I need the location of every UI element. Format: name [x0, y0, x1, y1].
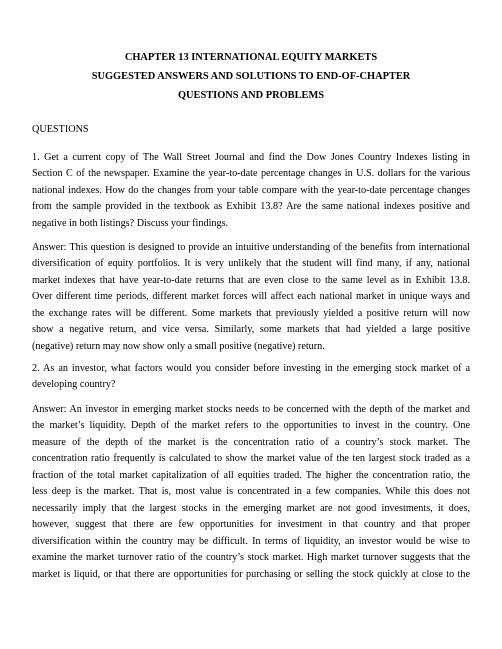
text-line: however, suggest that there are few opportunities for investment in that country and that proper [32, 519, 470, 531]
chapter-subtitle: SUGGESTED ANSWERS AND SOLUTIONS TO END-OF-CHAPTER [91, 71, 411, 82]
text-line: developing country? [32, 379, 116, 391]
text-line: market indexes that have year-to-date returns that are even close to the same level as in Exhibit 13.8. [32, 274, 470, 286]
text-line: negative in both listings? Discuss your findings. [32, 217, 229, 229]
text-line: necessarily imply that the largest stocks in the emerging market are not good investments, it does, [32, 502, 470, 514]
text-line: examine the market turnover ratio of the country’s stock market. High market turnover suggests that the [32, 552, 470, 564]
text-line: the exchange rates will be different. Some markets that previously yielded a positive return will now [32, 307, 470, 319]
text-line: from the sample provided in the textbook as Exhibit 13.8? Are the same national indexes positive and [32, 201, 470, 213]
question-1 [32, 150, 470, 232]
chapter-title: CHAPTER 13 INTERNATIONAL EQUITY MARKETS [124, 52, 378, 63]
answer-2 [32, 402, 470, 583]
text-line: 2. As an investor, what factors would you consider before investing in the emerging stock market of a [32, 363, 470, 374]
text-line: diversification within the country may be difficult. In terms of liquidity, an investor would be wise to [32, 535, 470, 547]
question-2 [32, 361, 470, 394]
text-line: Section C of the newspaper. Examine the year-to-date percentage changes in U.S. dollars for the various [32, 168, 470, 180]
text-line: Answer: This question is designed to provide an intuitive understanding of the benefits from international [32, 242, 470, 253]
text-line: the market’s liquidity. Depth of the market refers to the opportunities to invest in the country. One [32, 420, 470, 432]
section-title-questions: QUESTIONS [32, 124, 89, 135]
text-line: market is liquid, or that there are opportunities for purchasing or selling the stock quickly at close to the [32, 568, 470, 580]
text-line: measure of the depth of the market is the concentration ratio of a country’s stock market. The [32, 436, 470, 448]
text-line: concentration ratio frequently is calculated to show the market value of the ten largest stock traded as a [32, 453, 470, 465]
text-line: national indexes. How do the changes from your table compare with the year-to-date percentage changes [32, 184, 470, 196]
text-line: Answer: An investor in emerging market stocks needs to be concerned with the depth of the market and [32, 404, 470, 415]
text-line: show a negative return, and vice versa. Similarly, some markets that had yielded a large positive [32, 324, 470, 336]
text-line: less deep is the market. That is, most value is concentrated in a few companies. While this does not [32, 486, 470, 498]
text-line: 1. Get a current copy of The Wall Street Journal and find the Dow Jones Country Indexes listing in [32, 152, 470, 163]
text-line: diversification of equity portfolios. It is very unlikely that the student will find many, if any, national [32, 258, 470, 270]
chapter-subtitle-continued: QUESTIONS AND PROBLEMS [177, 90, 325, 101]
text-line: Over different time periods, different market forces will affect each national market in unique ways and [32, 291, 470, 303]
text-line: (negative) return may now show only a small positive (negative) return. [32, 340, 325, 352]
text-line: fraction of the total market capitalization of all equities traded. The higher the concentration ratio, the [32, 469, 470, 481]
answer-1 [32, 240, 470, 355]
